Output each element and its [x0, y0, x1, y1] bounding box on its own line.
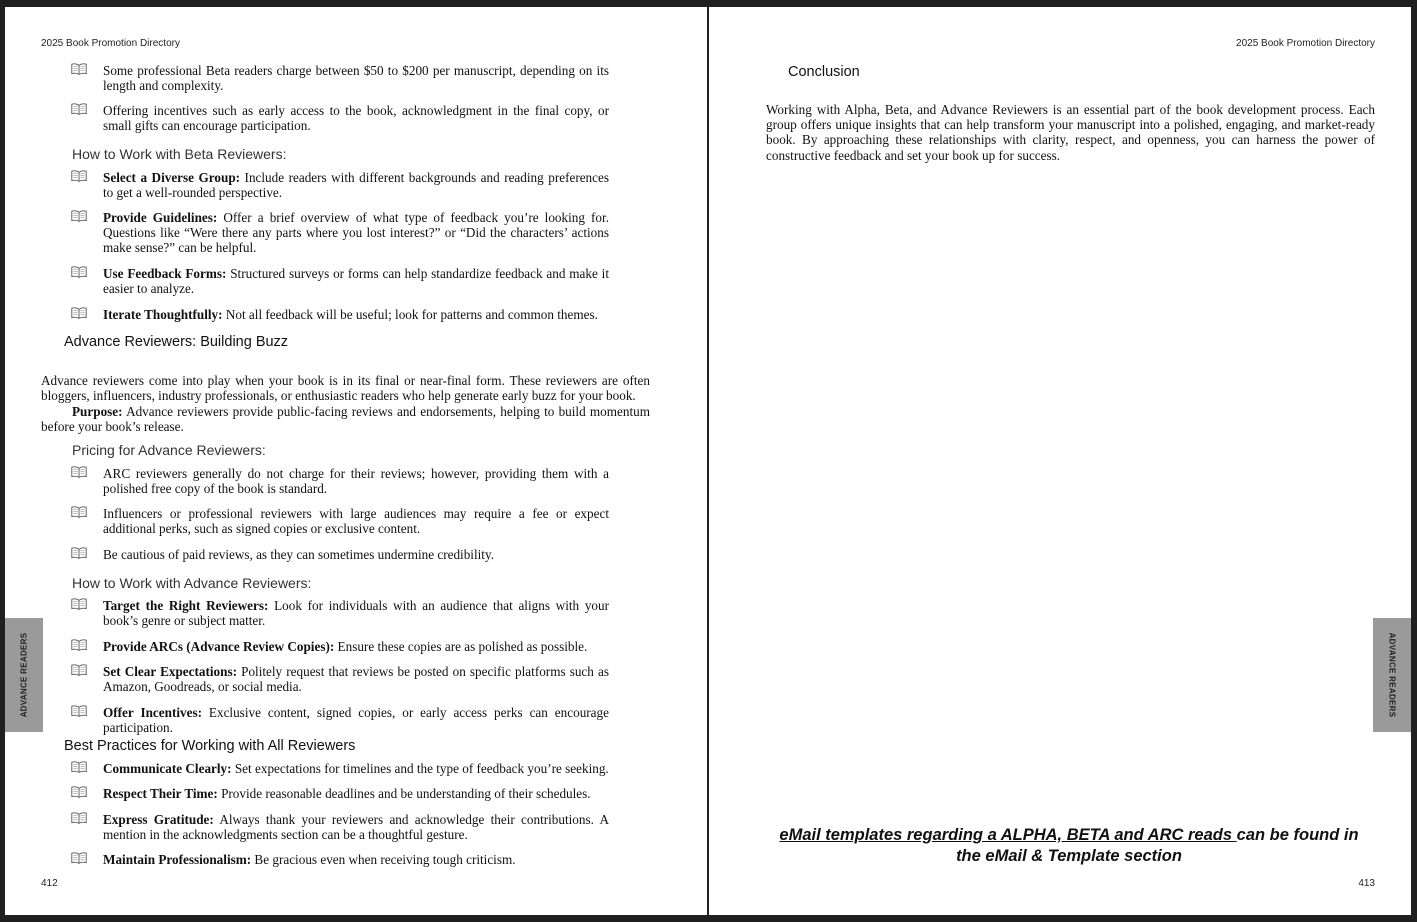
open-book-icon	[71, 598, 87, 610]
bullet-body: Exclusive content, signed copies, or early access perks can encourage participation.	[103, 705, 609, 736]
bullet-body: Offer a brief overview of what type of feedback you’re looking for. Questions like “Were there any parts where you lost interest?” or “Did the characters’ actions make sense?” can be helpful.	[103, 210, 609, 256]
bullet-text	[103, 307, 609, 322]
advance-section-heading: Advance Reviewers: Building Buzz	[64, 334, 289, 350]
email-templates-callout: eMail templates regarding a ALPHA, BETA and ARC reads can be found in the eMail & Template section	[779, 826, 1359, 865]
bullet-text	[103, 761, 609, 776]
conclusion-paragraph: Working with Alpha, Beta, and Advance Reviewers is an essential part of the book development process. Each group offers unique insights that can help transform your manuscript into a polished, engaging, and market-ready book. By approaching these relationships with clarity, respect, and openness, you can harness the power of constructive feedback and set your book up for success.	[766, 102, 1375, 163]
bullet-text	[103, 547, 609, 562]
bullet-text	[103, 705, 609, 735]
bullet-body: Not all feedback will be useful; look for patterns and common themes.	[222, 307, 598, 322]
advance-intro-paragraph: Advance reviewers come into play when your book is in its final or near-final form. These reviewers are often bloggers, influencers, industry professionals, or enthusiastic readers who help generate early buzz for your book.	[41, 373, 650, 404]
open-book-icon	[71, 852, 87, 864]
open-book-icon	[71, 786, 87, 798]
open-book-icon	[71, 664, 87, 676]
email-templates-link[interactable]: eMail templates regarding a ALPHA, BETA and ARC reads	[779, 826, 1237, 844]
bullet-bold-lead: Provide Guidelines:	[103, 210, 218, 225]
bullet-body: Always thank your reviewers and acknowledge their contributions. A mention in the acknowledgments section can be a thoughtful gesture.	[103, 812, 609, 843]
bullet-text	[103, 63, 609, 93]
open-book-icon	[71, 63, 87, 75]
bullet-bold-lead: Communicate Clearly:	[103, 761, 232, 776]
open-book-icon	[71, 506, 87, 518]
open-book-icon	[71, 812, 87, 824]
bullet-text	[103, 786, 609, 801]
bullet-body: Structured surveys or forms can help standardize feedback and make it easier to analyze.	[103, 266, 609, 297]
open-book-icon	[71, 761, 87, 773]
open-book-icon	[71, 705, 87, 717]
advance-pricing-heading: Pricing for Advance Reviewers:	[72, 442, 266, 458]
bullet-bold-lead: Iterate Thoughtfully:	[103, 307, 223, 322]
bullet-body: Include readers with different backgrounds and reading preferences to get a well-rounded perspective.	[103, 170, 609, 201]
open-book-icon	[71, 210, 87, 222]
bullet-text	[103, 466, 609, 496]
bullet-body: ARC reviewers generally do not charge for their reviews; however, providing them with a polished free copy of the book is standard.	[103, 466, 609, 497]
bullet-body: Influencers or professional reviewers with large audiences may require a fee or expect additional perks, such as signed copies or exclusive content.	[103, 506, 609, 537]
open-book-icon	[71, 266, 87, 278]
bullet-body: Ensure these copies are as polished as possible.	[334, 639, 588, 654]
bullet-bold-lead: Maintain Professionalism:	[103, 852, 252, 867]
bullet-body: Be cautious of paid reviews, as they can sometimes undermine credibility.	[103, 547, 494, 562]
bullet-bold-lead: Target the Right Reviewers:	[103, 598, 269, 613]
section-side-tab	[1373, 618, 1411, 732]
open-book-icon	[71, 307, 87, 319]
page-number: 413	[1358, 878, 1375, 889]
page-number: 412	[41, 878, 58, 889]
bullet-text	[103, 103, 609, 133]
bullet-text	[103, 598, 609, 628]
bullet-body: Set expectations for timelines and the type of feedback you’re seeking.	[231, 761, 609, 776]
bullet-bold-lead: Use Feedback Forms:	[103, 266, 227, 281]
section-side-tab-label: ADVANCE READERS	[19, 632, 29, 718]
advance-howto-heading: How to Work with Advance Reviewers:	[72, 575, 312, 591]
bullet-text	[103, 664, 609, 694]
running-head: 2025 Book Promotion Directory	[41, 38, 180, 49]
running-head: 2025 Book Promotion Directory	[1236, 38, 1375, 49]
bullet-bold-lead: Provide ARCs (Advance Review Copies):	[103, 639, 335, 654]
bullet-text	[103, 506, 609, 536]
bullet-bold-lead: Offer Incentives:	[103, 705, 202, 720]
bullet-bold-lead: Set Clear Expectations:	[103, 664, 237, 679]
open-book-icon	[71, 547, 87, 559]
section-side-tab	[5, 618, 43, 732]
bullet-bold-lead: Express Gratitude:	[103, 812, 214, 827]
open-book-icon	[71, 170, 87, 182]
bullet-body: Politely request that reviews be posted on specific platforms such as Amazon, Goodreads, or social media.	[103, 664, 609, 695]
right-page	[709, 7, 1411, 915]
bullet-body: Offering incentives such as early access to the book, acknowledgment in the final copy, or small gifts can encourage participation.	[103, 103, 609, 134]
conclusion-heading: Conclusion	[788, 64, 860, 80]
bullet-body: Be gracious even when receiving tough criticism.	[251, 852, 516, 867]
bullet-text	[103, 170, 609, 200]
left-page	[5, 7, 707, 915]
bullet-bold-lead: Select a Diverse Group:	[103, 170, 241, 185]
bullet-body: Some professional Beta readers charge between $50 to $200 per manuscript, depending on its length and complexity.	[103, 63, 609, 94]
purpose-paragraph: Purpose: Advance reviewers provide public-facing reviews and endorsements, helping to build momentum before your book’s release.	[41, 404, 650, 435]
bullet-text	[103, 639, 609, 654]
bullet-bold-lead: Respect Their Time:	[103, 786, 218, 801]
beta-howto-heading: How to Work with Beta Reviewers:	[72, 146, 287, 162]
bullet-body: Provide reasonable deadlines and be understanding of their schedules.	[217, 786, 591, 801]
bullet-text	[103, 852, 609, 867]
bullet-text	[103, 812, 609, 842]
bullet-text	[103, 266, 609, 296]
purpose-label: Purpose:	[72, 404, 123, 419]
open-book-icon	[71, 103, 87, 115]
best-practices-heading: Best Practices for Working with All Reviewers	[64, 738, 356, 754]
section-side-tab-label: ADVANCE READERS	[1387, 632, 1397, 718]
open-book-icon	[71, 466, 87, 478]
bullet-body: Look for individuals with an audience that aligns with your book’s genre or subject matter.	[103, 598, 610, 629]
bullet-text	[103, 210, 609, 256]
open-book-icon	[71, 639, 87, 651]
